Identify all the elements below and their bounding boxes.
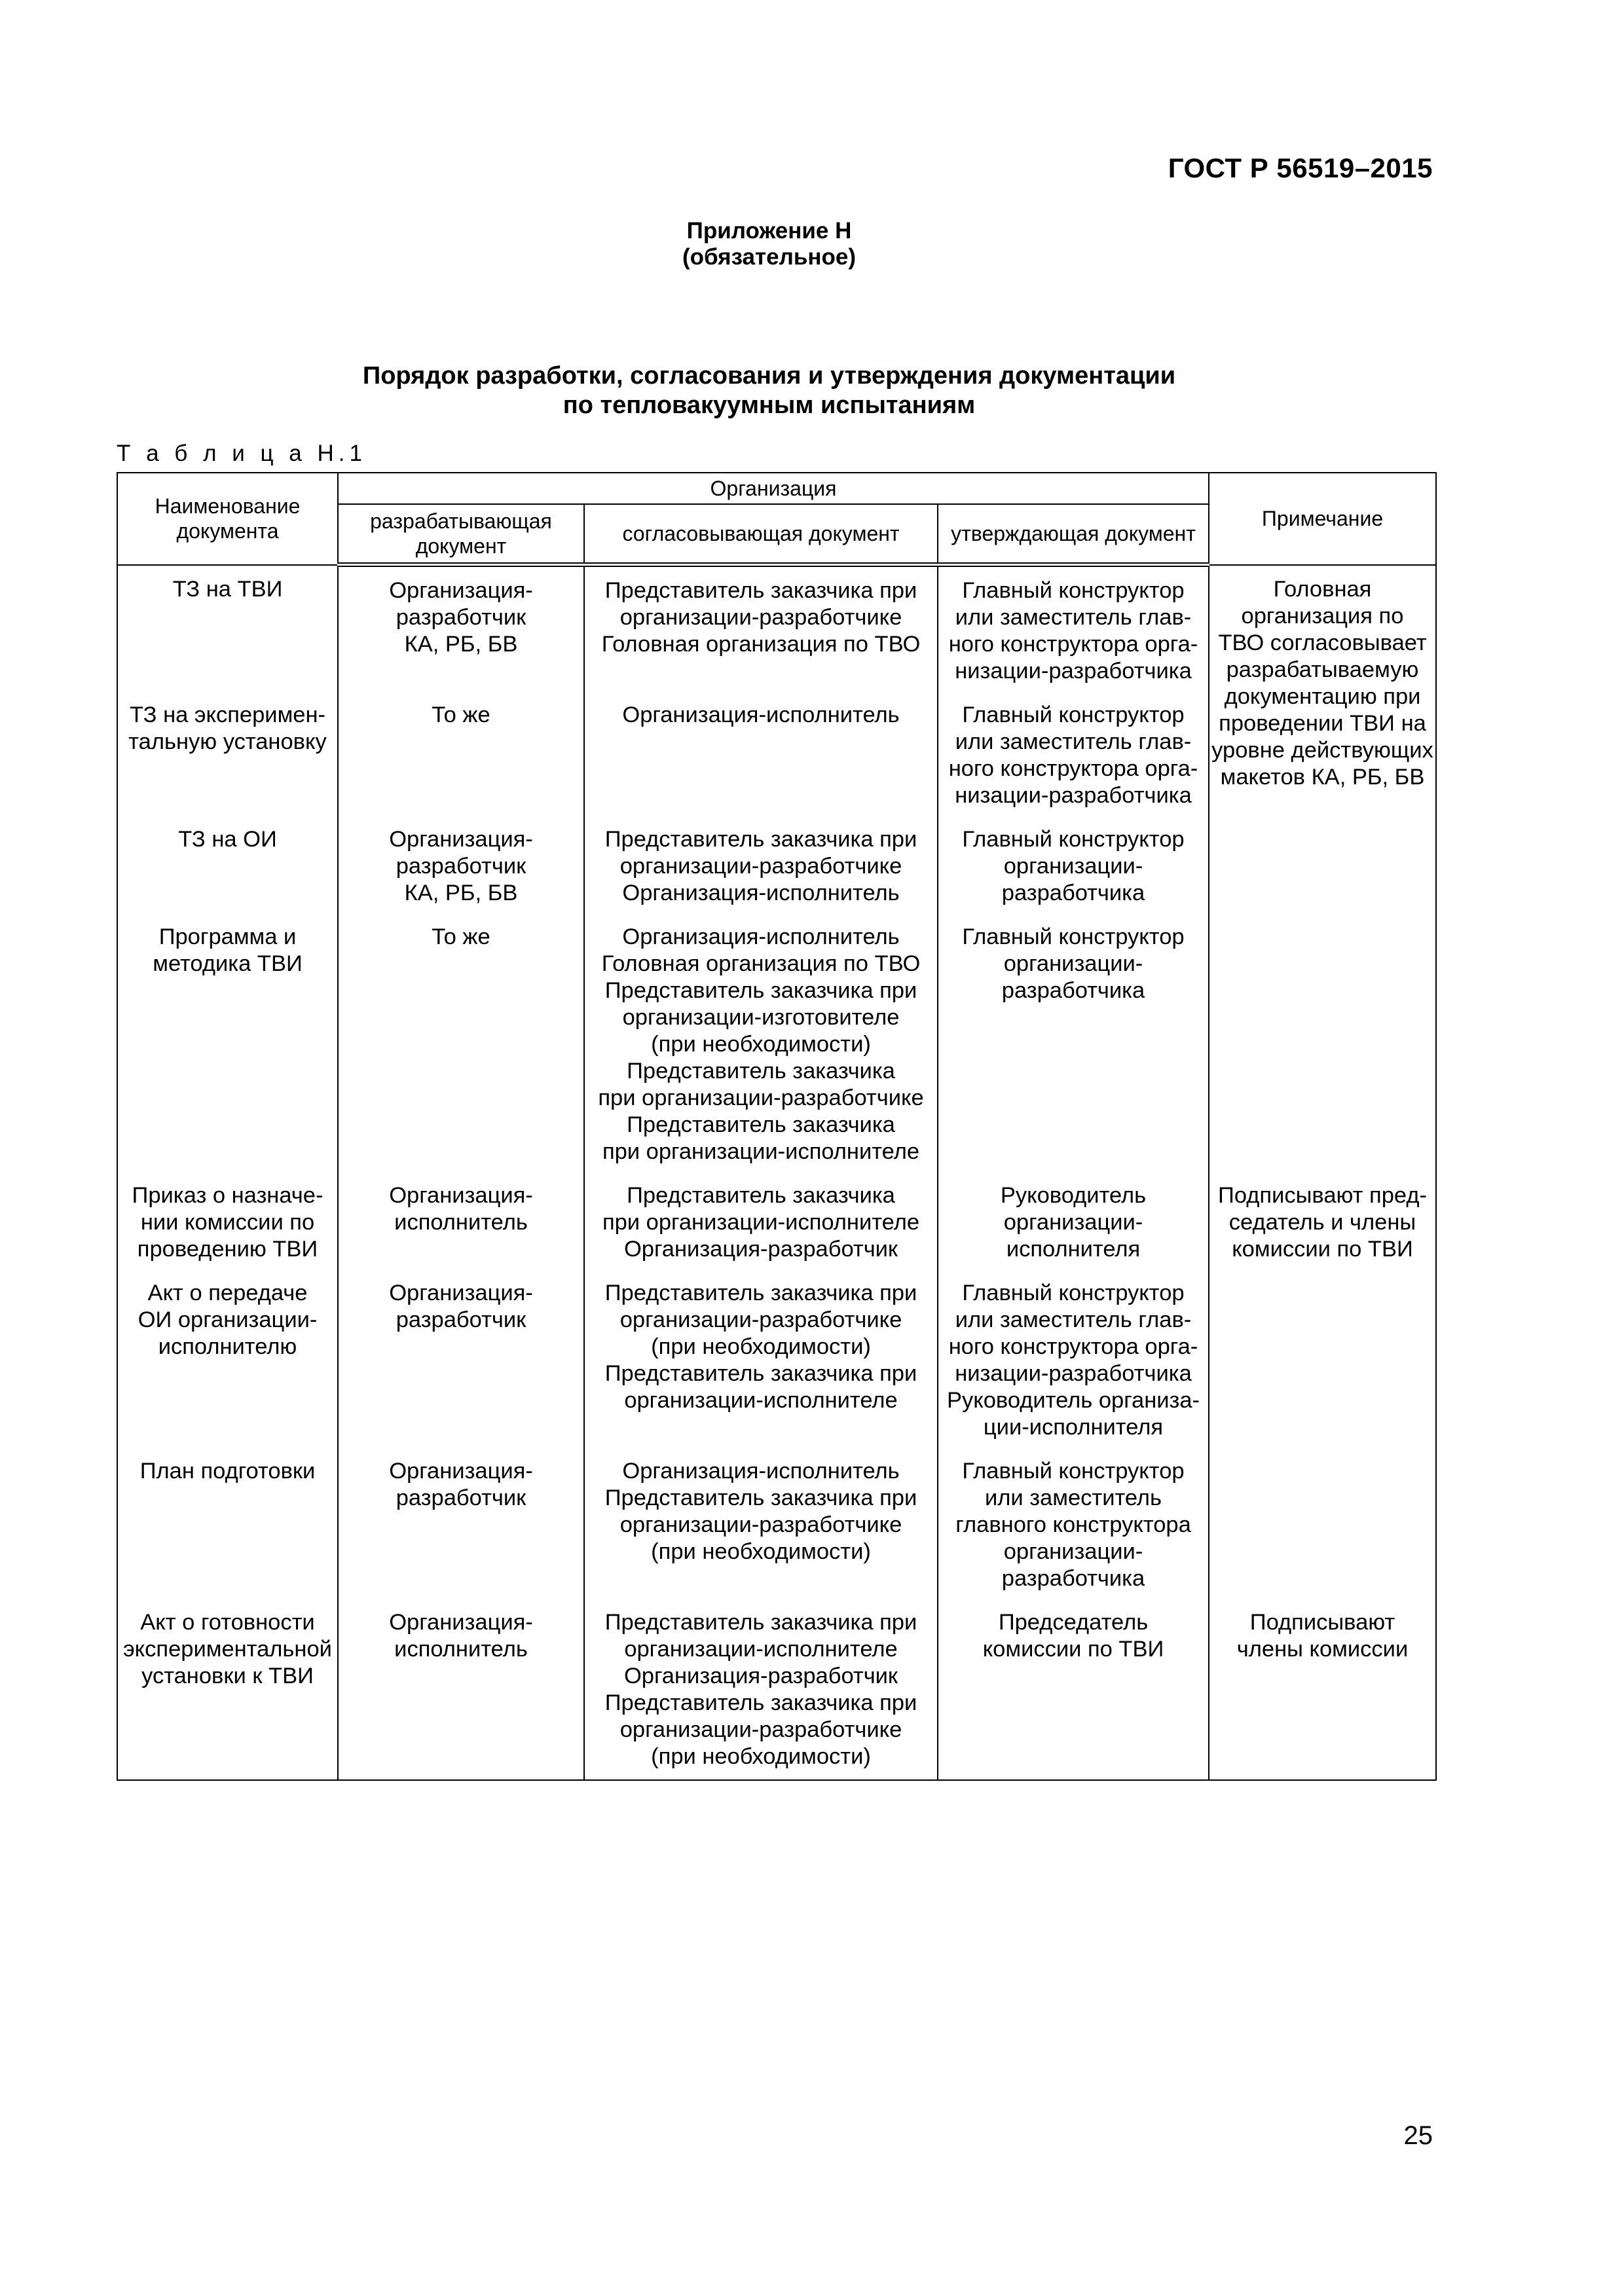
cell-name: ТЗ на ТВИ: [117, 565, 338, 695]
table-row: [117, 1601, 1436, 1780]
header-approving: утверждающая документ: [938, 504, 1209, 565]
cell-name: Акт о передаче ОИ организации- исполнителю: [117, 1272, 338, 1450]
cell-dev: Организация- исполнитель: [338, 1175, 584, 1272]
cell-agree: Организация-исполнитель: [584, 694, 938, 818]
cell-dev: Организация- разработчик: [338, 1450, 584, 1601]
appendix-title: Приложение Н: [686, 218, 852, 244]
cell-approve: Главный конструктор или заместитель глав- ного конструктора орга- низации-разработчика: [938, 565, 1209, 695]
header-developing: разрабатывающая документ: [338, 504, 584, 565]
title-line-2: по тепловакуумным испытаниям: [563, 392, 976, 419]
header-agreeing: согласовывающая документ: [584, 504, 938, 565]
documentation-table: [117, 472, 1437, 1781]
table-row: [117, 565, 1436, 695]
cell-dev: Организация- разработчик: [338, 1272, 584, 1450]
cell-dev: Организация- разработчик КА, РБ, БВ: [338, 818, 584, 916]
standard-number: ГОСТ Р 56519–2015: [1168, 153, 1433, 183]
cell-agree: Представитель заказчика при организации-исполнителе Организация-разработчик: [584, 1175, 938, 1272]
cell-note: Подписывают пред- седатель и члены комиссии по ТВИ: [1209, 1175, 1436, 1272]
table-label: Т а б л и ц а Н.1: [117, 441, 367, 466]
document-title: [0, 361, 1538, 420]
cell-dev: То же: [338, 694, 584, 818]
header-organization: Организация: [338, 473, 1209, 504]
cell-agree: Организация-исполнитель Представитель заказчика при организации-разработчике (при необходимости): [584, 1450, 938, 1601]
cell-approve: Главный конструктор организации- разработчика: [938, 818, 1209, 916]
cell-name: Программа и методика ТВИ: [117, 916, 338, 1175]
table-row: [117, 1175, 1436, 1272]
header-note: Примечание: [1209, 473, 1436, 565]
cell-note: Подписывают члены комиссии: [1209, 1601, 1436, 1780]
page-number: 25: [1403, 2121, 1433, 2150]
header-document-name: Наименование документа: [117, 473, 338, 565]
cell-name: ТЗ на эксперимен- тальную установку: [117, 694, 338, 818]
cell-agree: Представитель заказчика при организации-разработчике (при необходимости) Представитель заказчика при организации-исполнителе: [584, 1272, 938, 1450]
cell-name: Акт о готовности экспериментальной установки к ТВИ: [117, 1601, 338, 1780]
appendix-status: (обязательное): [682, 244, 856, 270]
cell-agree: Представитель заказчика при организации-разработчике Организация-исполнитель: [584, 818, 938, 916]
cell-approve: Главный конструктор или заместитель главного конструктора организации- разработчика: [938, 1450, 1209, 1601]
title-line-1: Порядок разработки, согласования и утверждения документации: [362, 362, 1176, 390]
cell-dev: То же: [338, 916, 584, 1175]
cell-note: [1209, 1450, 1436, 1601]
appendix-heading: [0, 218, 1538, 270]
cell-approve: Главный конструктор или заместитель глав- ного конструктора орга- низации-разработчика Руководитель организа- ции-исполнителя: [938, 1272, 1209, 1450]
table-row: [117, 1450, 1436, 1601]
cell-name: План подготовки: [117, 1450, 338, 1601]
cell-agree: Представитель заказчика при организации-исполнителе Организация-разработчик Представитель заказчика при организации-разработчике (при необходимости): [584, 1601, 938, 1780]
table-row: [117, 1272, 1436, 1450]
cell-approve: Председатель комиссии по ТВИ: [938, 1601, 1209, 1780]
cell-agree: Представитель заказчика при организации-разработчике Головная организация по ТВО: [584, 565, 938, 695]
cell-approve: Руководитель организации- исполнителя: [938, 1175, 1209, 1272]
cell-name: ТЗ на ОИ: [117, 818, 338, 916]
cell-note: Головная организация по ТВО согласовывает разрабатываемую документацию при проведении ТВИ на уровне действующих макетов КА, РБ, БВ: [1209, 565, 1436, 1175]
cell-dev: Организация- исполнитель: [338, 1601, 584, 1780]
cell-dev: Организация- разработчик КА, РБ, БВ: [338, 565, 584, 695]
cell-name: Приказ о назначе- нии комиссии по проведению ТВИ: [117, 1175, 338, 1272]
cell-agree: Организация-исполнитель Головная организация по ТВО Представитель заказчика при организации-изготовителе (при необходимости) Представитель заказчика при организации-разработчике Представитель заказчика при организации-исполнителе: [584, 916, 938, 1175]
cell-approve: Главный конструктор организации- разработчика: [938, 916, 1209, 1175]
cell-note: [1209, 1272, 1436, 1450]
cell-approve: Главный конструктор или заместитель глав- ного конструктора орга- низации-разработчика: [938, 694, 1209, 818]
